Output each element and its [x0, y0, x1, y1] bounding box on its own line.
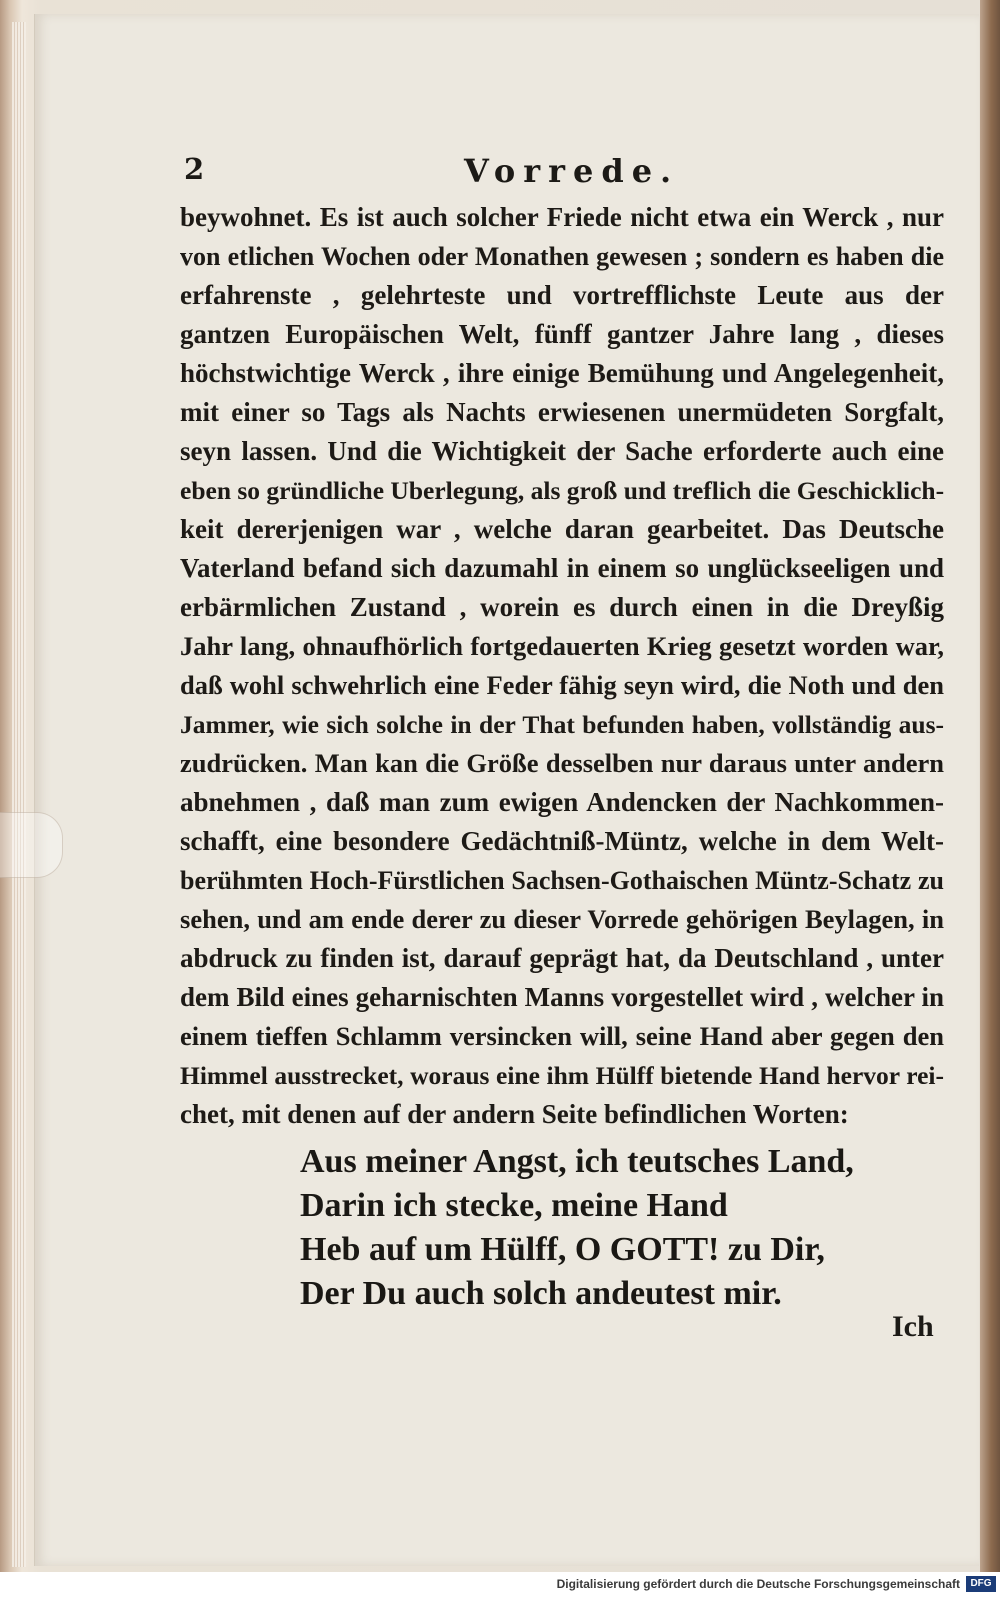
footer-bar [0, 1572, 1000, 1599]
page-edges [12, 22, 26, 1567]
text-line: gantzen Europäischen Welt, fünff gantzer Jahre lang , dieses [180, 319, 944, 349]
text-line: beywohnet. Es ist auch solcher Friede nicht etwa ein Werck , nur [180, 202, 944, 232]
book-edge [980, 0, 1000, 1572]
body-text [180, 198, 944, 1134]
verse-line: Darin ich stecke, meine Hand [300, 1187, 728, 1224]
text-line: mit einer so Tags als Nachts erwiesenen unermüdeten Sorgfalt, [180, 397, 944, 427]
text-line: Jahr lang, ohnaufhörlich fortgedauerten Krieg gesetzt worden war, [180, 631, 944, 661]
text-line: eben so gründliche Uberlegung, als groß und treflich die Geschicklich- [180, 476, 944, 505]
verse-block [300, 1140, 940, 1316]
text-line: von etlichen Wochen oder Monathen gewesen ; sondern es haben die [180, 242, 944, 271]
text-line: Vaterland befand sich dazumahl in einem so unglückseeligen und [180, 553, 944, 583]
text-line: zudrücken. Man kan die Größe desselben nur daraus unter andern [180, 748, 944, 778]
verse-line: Aus meiner Angst, ich teutsches Land, [300, 1143, 854, 1180]
text-line: keit dererjenigen war , welche daran gearbeitet. Das Deutsche [180, 514, 944, 544]
text-line: abdruck zu finden ist, darauf geprägt hat, da Deutschland , unter [180, 943, 944, 973]
text-line: erbärmlichen Zustand , worein es durch einen in die Dreyßig [180, 592, 944, 622]
text-line: berühmten Hoch-Fürstlichen Sachsen-Gothaischen Müntz-Schatz zu [180, 866, 944, 895]
text-line: chet, mit denen auf der andern Seite befindlichen Worten: [180, 1099, 849, 1129]
verse-line: Heb auf um Hülff, O GOTT! zu Dir, [300, 1231, 825, 1268]
text-line: höchstwichtige Werck , ihre einige Bemühung und Angelegenheit, [180, 358, 944, 388]
text-line: schafft, eine besondere Gedächtniß-Müntz, welche in dem Welt- [180, 826, 944, 856]
text-line: abnehmen , daß man zum ewigen Andencken der Nachkommen- [180, 787, 944, 817]
text-line: einem tieffen Schlamm versincken will, seine Hand aber gegen den [180, 1021, 944, 1051]
text-line: sehen, und am ende derer zu dieser Vorrede gehörigen Beylagen, in [180, 904, 944, 934]
text-line: dem Bild eines geharnischten Manns vorgestellet wird , welcher in [180, 982, 944, 1012]
page-number: 2 [184, 152, 205, 186]
text-line: daß wohl schwehrlich eine Feder fähig seyn wird, die Noth und den [180, 670, 944, 700]
page-header [184, 152, 684, 192]
text-line: seyn lassen. Und die Wichtigkeit der Sache erforderte auch eine [180, 436, 944, 466]
dfg-logo: DFG [966, 1576, 996, 1592]
text-line: erfahrenste , gelehrteste und vortrefflichste Leute aus der [180, 280, 944, 310]
funding-credit: Digitalisierung gefördert durch die Deutsche Forschungsgemeinschaft [556, 1577, 960, 1591]
page-tab-marker [0, 812, 63, 878]
text-line: Himmel ausstrecket, woraus eine ihm Hülff bietende Hand hervor rei- [180, 1061, 944, 1090]
text-line: Jammer, wie sich solche in der That befunden haben, vollständig aus- [180, 710, 944, 739]
verse-line: Der Du auch solch andeutest mir. [300, 1275, 782, 1312]
catchword: Ich [892, 1310, 934, 1343]
running-title: Vorrede. [464, 152, 680, 190]
